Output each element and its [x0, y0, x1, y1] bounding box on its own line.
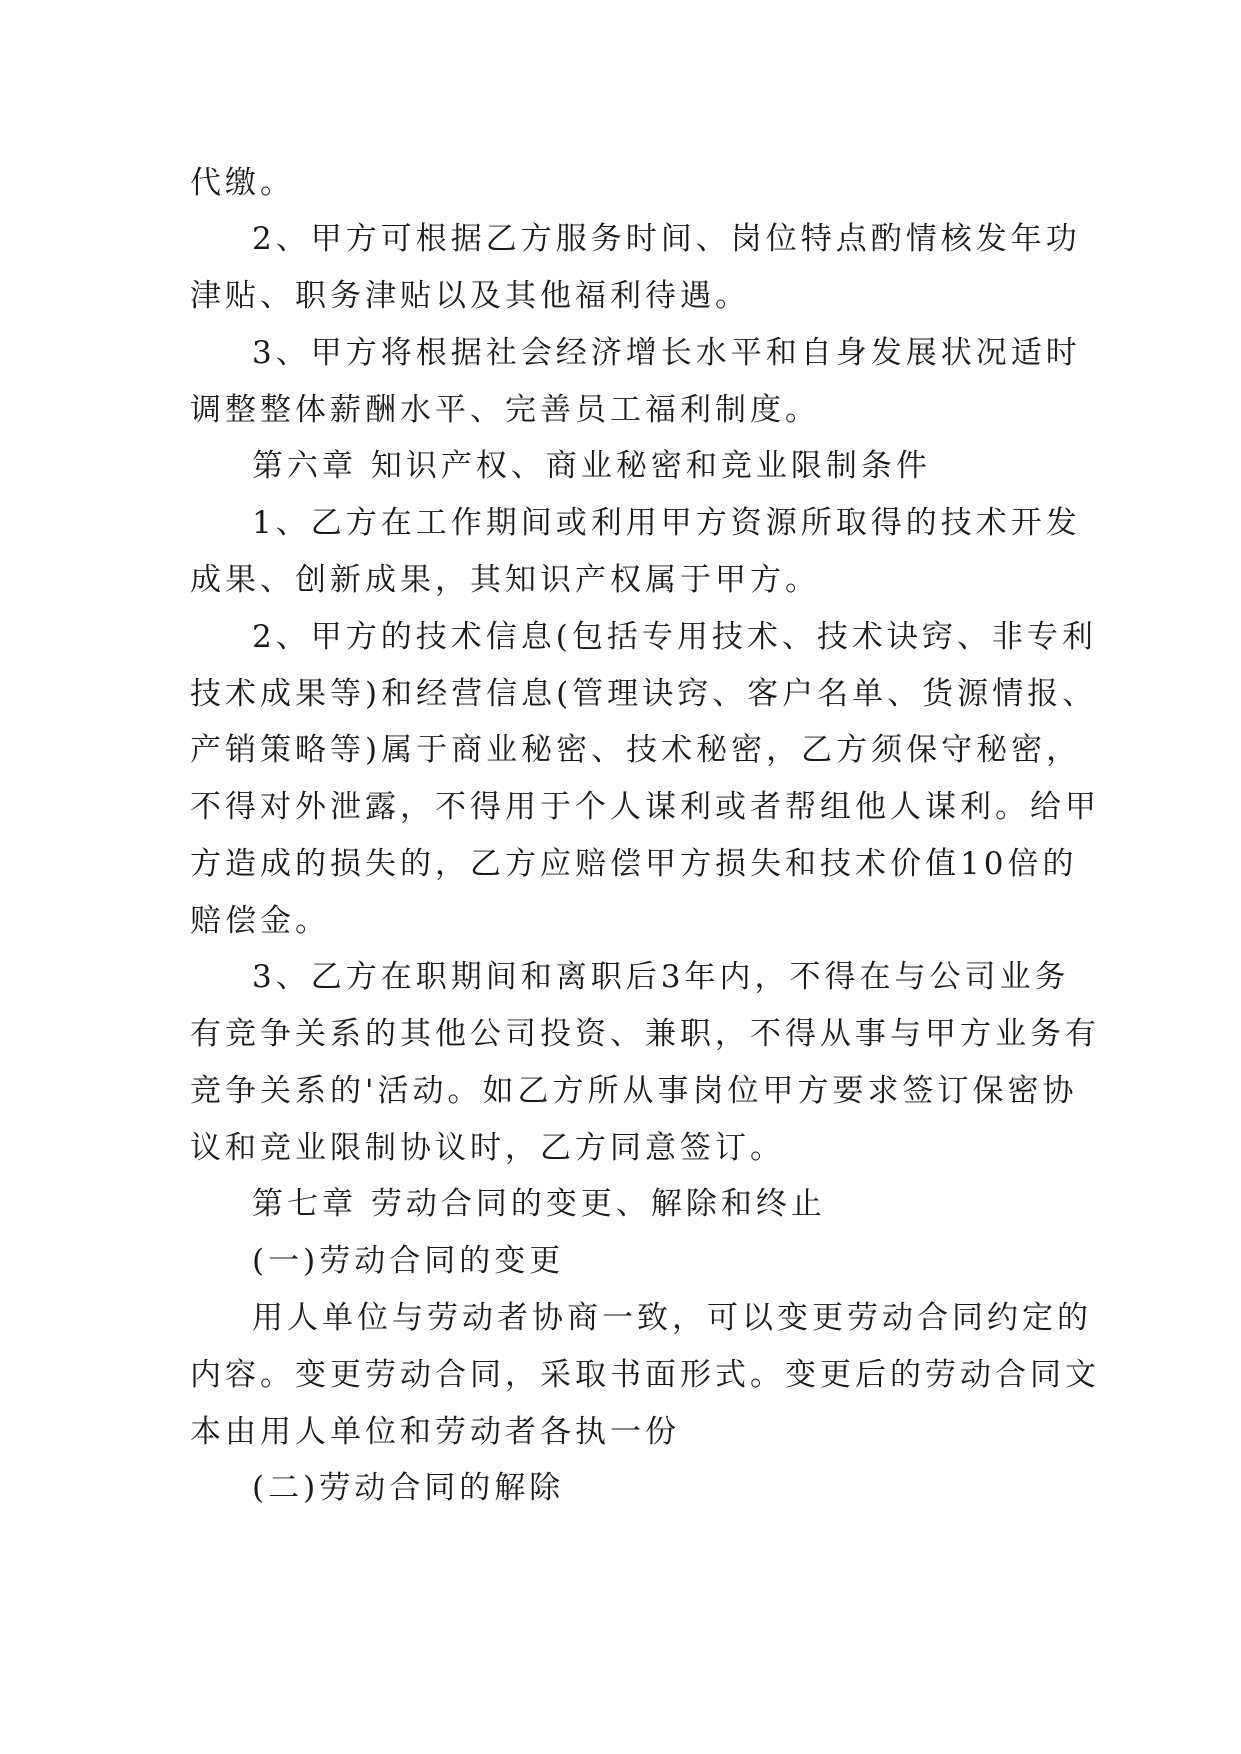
text-line: 产销策略等)属于商业秘密、技术秘密，乙方须保守秘密，	[190, 732, 1082, 768]
text-line: 技术成果等)和经营信息(管理诀窍、客户名单、货源情报、	[190, 676, 1098, 712]
text-line: 成果、创新成果，其知识产权属于甲方。	[190, 562, 820, 598]
text-line: 不得对外泄露，不得用于个人谋利或者帮组他人谋利。给甲	[190, 789, 1100, 825]
text-line: 3、甲方将根据社会经济增长水平和自身发展状况适时	[252, 335, 1081, 371]
text-line: 用人单位与劳动者协商一致，可以变更劳动合同约定的	[252, 1300, 1092, 1336]
text-line: 议和竞业限制协议时，乙方同意签订。	[190, 1130, 785, 1166]
section-heading: (一)劳动合同的变更	[252, 1243, 565, 1279]
text-line: 3、乙方在职期间和离职后3年内，不得在与公司业务	[252, 959, 1070, 995]
chapter-heading: 第七章 劳动合同的变更、解除和终止	[252, 1186, 826, 1222]
text-line: 1、乙方在工作期间或利用甲方资源所取得的技术开发	[252, 505, 1081, 541]
text-line: 内容。变更劳动合同，采取书面形式。变更后的劳动合同文	[190, 1357, 1100, 1393]
chapter-heading: 第六章 知识产权、商业秘密和竞业限制条件	[252, 448, 931, 484]
text-line: 方造成的损失的，乙方应赔偿甲方损失和技术价值10倍的	[190, 846, 1078, 882]
text-line: 本由用人单位和劳动者各执一份	[190, 1414, 680, 1450]
text-line: 津贴、职务津贴以及其他福利待遇。	[190, 278, 750, 314]
text-line: 代缴。	[190, 165, 295, 201]
text-line: 赔偿金。	[190, 903, 330, 939]
text-line: 竞争关系的'活动。如乙方所从事岗位甲方要求签订保密协	[190, 1073, 1078, 1109]
text-line: 调整整体薪酬水平、完善员工福利制度。	[190, 392, 820, 428]
text-line: 有竞争关系的其他公司投资、兼职，不得从事与甲方业务有	[190, 1016, 1100, 1052]
text-line: 2、甲方可根据乙方服务时间、岗位特点酌情核发年功	[252, 221, 1081, 257]
text-line: 2、甲方的技术信息(包括专用技术、技术诀窍、非专利	[252, 619, 1097, 655]
section-heading: (二)劳动合同的解除	[252, 1470, 565, 1506]
